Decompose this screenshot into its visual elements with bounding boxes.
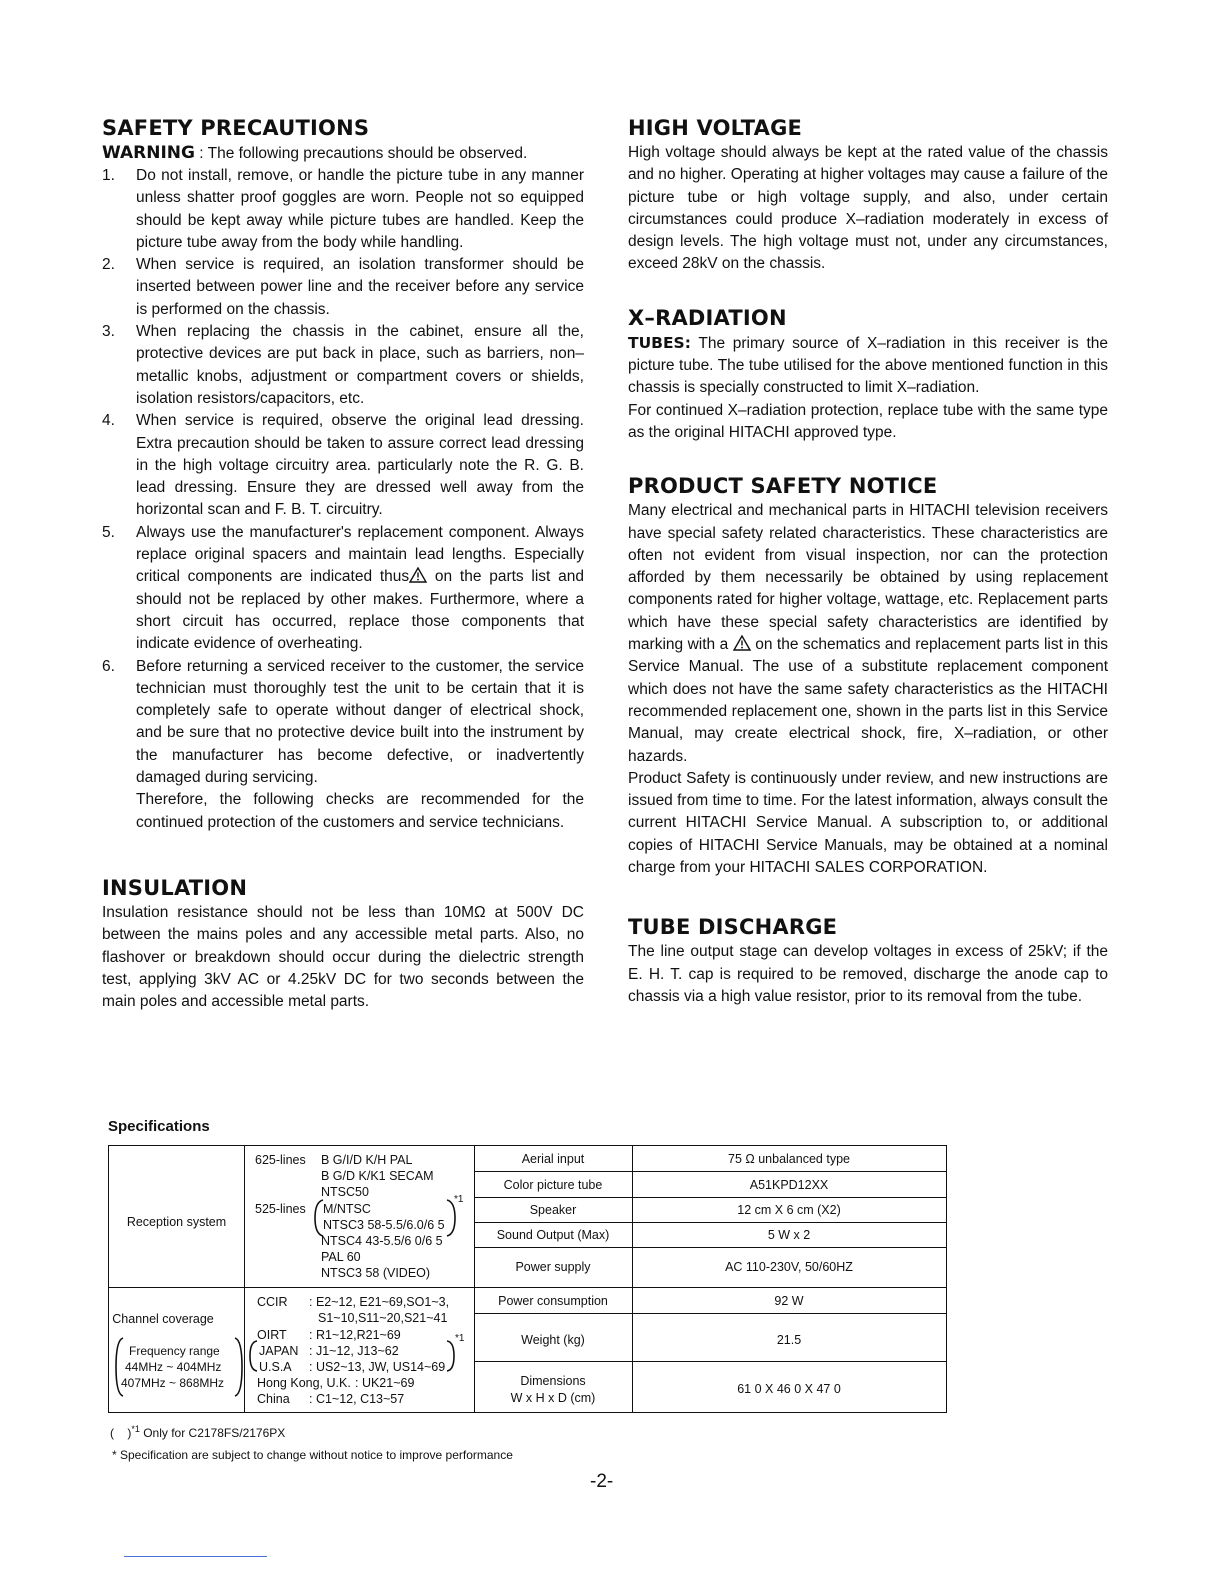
channel-value: : US2~13, JW, US14~69	[309, 1360, 446, 1374]
reception-line: PAL 60	[321, 1250, 361, 1264]
right-brace-icon	[233, 1336, 245, 1398]
spec-label-color-picture-tube: Color picture tube	[503, 1178, 603, 1192]
spec-value-sound-output: 5 W x 2	[767, 1228, 811, 1242]
spec-label-sound-output: Sound Output (Max)	[496, 1228, 610, 1242]
spec-value-dimensions: 61 0 X 46 0 X 47 0	[737, 1382, 841, 1396]
table-divider	[474, 1222, 946, 1223]
table-divider	[474, 1247, 946, 1248]
table-divider	[109, 1287, 474, 1288]
channel-footnote-mark: *1	[455, 1333, 465, 1344]
left-column	[102, 116, 584, 1013]
table-divider	[474, 1361, 946, 1362]
channel-coverage-label: Channel coverage	[112, 1312, 214, 1326]
reception-525-label: 525-lines	[255, 1202, 306, 1216]
reception-line: NTSC4 43-5.5/6 0/6 5	[321, 1234, 443, 1248]
channel-value: : J1~12, J13~62	[309, 1344, 399, 1358]
warning-text: : The following precautions should be observed.	[194, 145, 528, 162]
table-divider	[474, 1313, 946, 1314]
product-safety-text: Many electrical and mechanical parts in HITACHI television receivers have special safety related characteristics. These characteristics are often not evident from visual inspection, nor can the protection afforded by them necessarily be obtained by using replacement components rated for higher voltage, wattage, etc. Replacement parts which have these special safety characteristics are identified by marking with a on the schematics and replacement parts list in this Service Manual. The use of a substitute replacement component which does not have the same safety characteristics as the HITACHI recommended replacement one, shown in the parts list in this Service Manual, may create electrical shock, fire, X–radiation, or other hazards. Product Safety is continuously under review, and new instructions are issued from time to time. For the latest information, always consult the current HITACHI Service Manual. A subscription to, or additional copies of HITACHI Service Manuals, may be obtained at a nominal charge from your HITACHI SALES CORPORATION.	[628, 502, 1109, 877]
bottom-rule	[124, 1556, 267, 1557]
product-safety-title: PRODUCT SAFETY NOTICE	[628, 474, 938, 499]
safety-item-3: 3. When replacing the chassis in the cabinet, ensure all the, protective devices are put back in place, such as barriers, non–metallic knobs, adjustment or compartment covers or shields, isolation resistors/capacitors, etc.	[102, 323, 584, 407]
frequency-range-1: 44MHz ~ 404MHz	[125, 1360, 222, 1374]
high-voltage-text: High voltage should always be kept at the rated value of the chassis and no higher. Operating at higher voltages may cause a failure of the picture tube or high voltage supply, and also, under certain circumstances could produce X–radiation moderately in excess of design levels. The high voltage must not, under any circumstances, exceed 28kV on the chassis.	[628, 144, 1108, 273]
tube-discharge-title: TUBE DISCHARGE	[628, 915, 838, 940]
channel-value: S1~10,S11~20,S21~41	[318, 1311, 448, 1325]
safety-item-1: 1. Do not install, remove, or handle the picture tube in any manner unless shatter proof goggles are worn. People not so equipped should be kept away while picture tubes are handled. Keep the picture tube away from the body while handling.	[102, 167, 584, 251]
high-voltage-title: HIGH VOLTAGE	[628, 116, 803, 140]
spec-value-power-consumption: 92 W	[774, 1294, 804, 1308]
spec-label-dimensions-unit: W x H x D (cm)	[510, 1391, 596, 1405]
table-divider	[474, 1171, 946, 1172]
safety-item-2: 2. When service is required, an isolation transformer should be inserted between power line and the receiver before any service is performed on the chassis.	[102, 256, 584, 318]
reception-line: B G/I/D K/H PAL	[321, 1153, 413, 1167]
right-column	[628, 116, 1108, 1008]
page-number: -2-	[590, 1471, 614, 1492]
safety-list	[102, 165, 584, 834]
channel-name: OIRT	[257, 1328, 287, 1342]
spec-value-weight: 21.5	[776, 1333, 802, 1347]
footnote-1: ( )$^{*1}$ Only for C2178FS/2176PX	[110, 1424, 286, 1440]
footnote-2: * Specification are subject to change without notice to improve performance	[112, 1448, 513, 1462]
spec-label-dimensions: Dimensions	[520, 1374, 586, 1388]
warning-triangle-icon	[733, 635, 751, 651]
spec-value-speaker: 12 cm X 6 cm (X2)	[737, 1203, 841, 1217]
reception-line: NTSC3 58-5.5/6.0/6 5	[323, 1218, 445, 1232]
table-divider	[474, 1197, 946, 1198]
reception-line: NTSC50	[321, 1185, 369, 1199]
x-radiation-text: TUBES: The primary source of X–radiation in this receiver is the picture tube. The tube utilised for the above mentioned function in this chassis is specially constructed to limit X–radiation. For continued X–radiation protection, replace tube with the same type as the original HITACHI approved type.	[628, 333, 1108, 441]
frequency-range-label: Frequency range	[129, 1344, 220, 1358]
tubes-label: TUBES:	[628, 333, 691, 352]
channel-name: CCIR	[257, 1295, 288, 1309]
reception-system-label: Reception system	[126, 1215, 227, 1229]
reception-625-label: 625-lines	[255, 1153, 306, 1167]
reception-line: NTSC3 58 (VIDEO)	[321, 1266, 431, 1280]
spec-value-aerial-input: 75 Ω unbalanced type	[728, 1152, 850, 1166]
warning-triangle-icon	[409, 567, 427, 583]
spec-label-speaker: Speaker	[529, 1203, 577, 1217]
x-radiation-title: X–RADIATION	[628, 305, 787, 330]
table-divider	[474, 1287, 946, 1288]
channel-value: : C1~12, C13~57	[309, 1392, 405, 1406]
spec-value-color-picture-tube: A51KPD12XX	[749, 1178, 829, 1192]
insulation-title: INSULATION	[102, 875, 248, 900]
left-brace-icon	[311, 1198, 325, 1238]
channel-value: : R1~12,R21~69	[309, 1328, 401, 1342]
insulation-text: Insulation resistance should not be less than 10MΩ at 500V DC between the mains poles and any accessible metal parts. Also, no flashover or breakdown should occur during the dielectric strength test, applying 3kV AC or 4.25kV DC for two seconds between the main poles and accessible metal parts.	[102, 903, 584, 1011]
channel-value: : UK21~69	[355, 1376, 415, 1390]
frequency-range-2: 407MHz ~ 868MHz	[121, 1376, 225, 1390]
reception-line: B G/D K/K1 SECAM	[321, 1169, 434, 1183]
channel-name: U.S.A	[259, 1360, 292, 1374]
warning-label: WARNING	[102, 143, 195, 163]
safety-item-4: 4. When service is required, observe the original lead dressing. Extra precaution should be taken to assure correct lead dressing in the high voltage circuitry area. particularly note the R. G. B. lead dressing. Ensure they are dressed well away from the horizontal scan and F. B. T. circuitry.	[102, 412, 584, 519]
tube-discharge-text: The line output stage can develop voltages in excess of 25kV; if the E. H. T. cap is required to be removed, discharge the anode cap to chassis via a high value resistor, prior to its removal from the tube.	[628, 943, 1108, 1005]
specifications-title: Specifications	[108, 1118, 210, 1135]
reception-footnote-mark: *1	[454, 1194, 464, 1205]
reception-line: M/NTSC	[323, 1202, 371, 1216]
safety-precautions-title: SAFETY PRECAUTIONS	[102, 116, 370, 140]
spec-label-power-consumption: Power consumption	[498, 1294, 608, 1308]
warning-line	[102, 142, 584, 165]
channel-value: : E2~12, E21~69,SO1~3,	[309, 1295, 450, 1309]
channel-name: China	[257, 1392, 290, 1406]
spec-label-power-supply: Power supply	[515, 1260, 591, 1274]
specifications-table	[108, 1145, 947, 1413]
channel-name: Hong Kong, U.K.	[257, 1376, 351, 1390]
left-brace-icon	[247, 1339, 259, 1373]
spec-label-weight: Weight (kg)	[521, 1333, 585, 1347]
spec-value-power-supply: AC 110-230V, 50/60HZ	[725, 1260, 853, 1274]
channel-name: JAPAN	[259, 1344, 299, 1358]
safety-item-6: 6. Before returning a serviced receiver to the customer, the service technician must thoroughly test the unit to be certain that it is completely safe to operate without danger of electrical shock, and be sure that no protective device built into the instrument by the manufacturer has become defective, or inadvertently damaged during servicing. Therefore, the following checks are recommended for the continued protection of the customers and service technicians.	[102, 657, 584, 831]
spec-label-aerial-input: Aerial input	[521, 1152, 585, 1166]
safety-item-5: 5. Always use the manufacturer's replacement component. Always replace original spacers and maintain lead lengths. Especially critical components are indicated thus on the parts list and should not be replaced by other makes. Furthermore, where a short circuit has occurred, replace those components that indicate evidence of overheating.	[102, 523, 584, 653]
